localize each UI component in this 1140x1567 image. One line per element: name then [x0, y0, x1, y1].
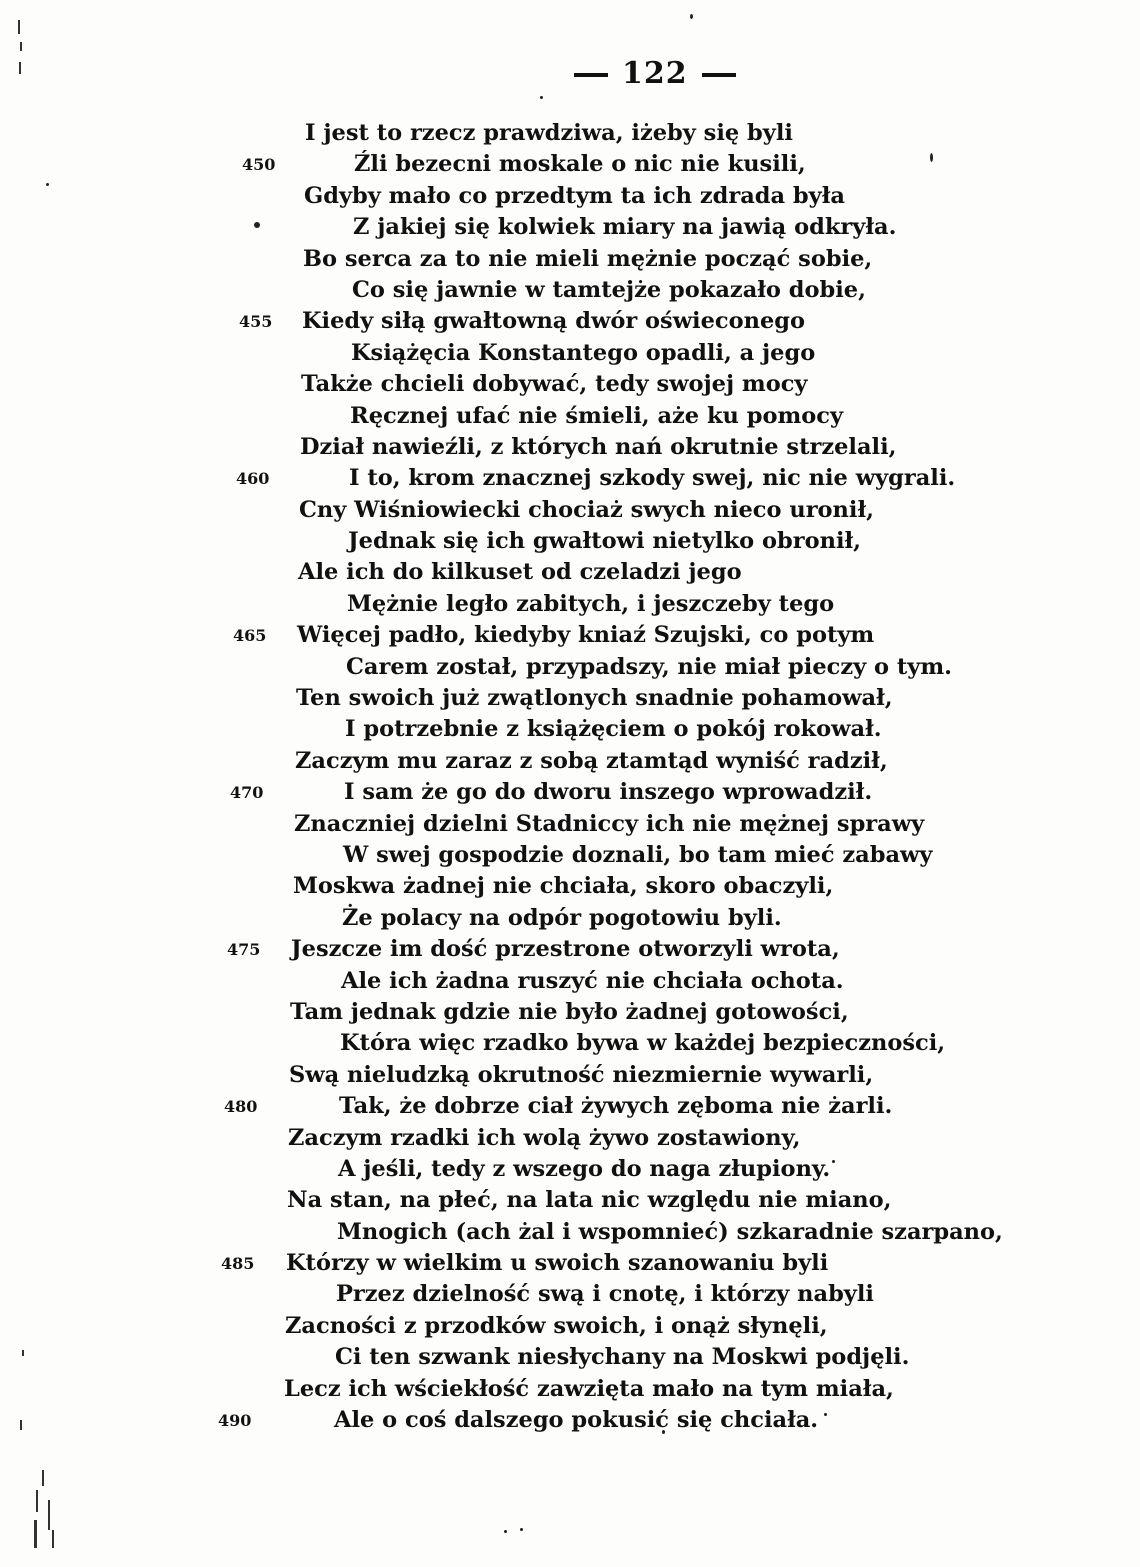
verse-line — [0, 714, 1140, 745]
verse-text: Gdyby mało co przedtym ta ich zdrada była — [304, 182, 845, 209]
verse-line — [0, 777, 1140, 808]
verse-line — [0, 432, 1140, 463]
verse-line — [0, 1123, 1140, 1154]
verse-text: Także chcieli dobywać, tedy swojej mocy — [301, 371, 808, 398]
verse-text: Którzy w wielkim u swoich szanowaniu byli — [286, 1250, 829, 1277]
verse-text: Przez dzielność swą i cnotę, i którzy nabyli — [336, 1281, 874, 1308]
verse-line — [0, 526, 1140, 557]
verse-text: Ręcznej ufać nie śmieli, aże ku pomocy — [350, 402, 844, 429]
verse-line — [0, 903, 1140, 934]
verse-text: Znaczniej dzielni Stadniccy ich nie mężnej sprawy — [294, 810, 925, 837]
verse-text: Co się jawnie w tamtejże pokazało dobie, — [352, 276, 866, 303]
verse-line — [0, 1248, 1140, 1279]
verse-text: Tak, że dobrze ciał żywych zęboma nie żarli. — [339, 1093, 893, 1120]
verse-line — [0, 1342, 1140, 1373]
verse-text: Na stan, na płeć, na lata nic względu nie miano, — [287, 1187, 892, 1214]
line-number: 460 — [236, 469, 270, 489]
verse-text: Która więc rzadko bywa w każdej bezpieczności, — [340, 1030, 946, 1057]
verse-text: Jednak się ich gwałtowi nietylko obronił, — [348, 528, 862, 555]
verse-text: Lecz ich wściekłość zawzięta mało na tym miała, — [284, 1375, 894, 1402]
verse-line — [0, 338, 1140, 369]
verse-text: Cny Wiśniowiecki chociaż swych nieco uronił, — [299, 496, 874, 523]
poem-text — [0, 118, 1140, 1436]
verse-text: Dział nawieźli, z których nań okrutnie strzelali, — [300, 433, 897, 460]
verse-line — [0, 934, 1140, 965]
verse-line — [0, 1154, 1140, 1185]
verse-line — [0, 1091, 1140, 1122]
verse-line — [0, 966, 1140, 997]
verse-line — [0, 683, 1140, 714]
line-number: 465 — [233, 626, 267, 646]
verse-text: Zaczym rzadki ich wolą żywo zostawiony, — [288, 1124, 801, 1151]
verse-line — [0, 840, 1140, 871]
verse-line — [0, 463, 1140, 494]
verse-line — [0, 244, 1140, 275]
verse-text: W swej gospodzie doznali, bo tam mieć zabawy — [343, 841, 933, 868]
verse-text: Zacności z przodków swoich, i onąż słynęli, — [285, 1312, 828, 1339]
verse-text: Ci ten szwank niesłychany na Moskwi podjęli. — [335, 1344, 910, 1371]
verse-line — [0, 1217, 1140, 1248]
verse-line — [0, 306, 1140, 337]
verse-text: I potrzebnie z książęciem o pokój rokował. — [345, 716, 882, 743]
verse-text: Ale o coś dalszego pokusić się chciała. — [334, 1407, 819, 1434]
verse-text: Źli bezecni moskale o nic nie kusili, — [354, 151, 806, 178]
verse-text: Mnogich (ach żal i wspomnieć) szkaradnie szarpano, — [337, 1218, 1003, 1245]
line-number: 450 — [242, 155, 276, 175]
verse-line — [0, 1311, 1140, 1342]
verse-line — [0, 1405, 1140, 1436]
verse-line — [0, 620, 1140, 651]
verse-line — [0, 1028, 1140, 1059]
verse-line — [0, 181, 1140, 212]
line-number: 490 — [218, 1411, 252, 1431]
line-number: 480 — [224, 1097, 258, 1117]
verse-text: Ale ich żadna ruszyć nie chciała ochota. — [341, 967, 844, 994]
verse-text: Z jakiej się kolwiek miary na jawią odkryła. — [353, 214, 897, 241]
line-number: 470 — [230, 783, 264, 803]
line-number: 475 — [227, 940, 261, 960]
verse-line — [0, 1374, 1140, 1405]
page-number — [560, 56, 740, 91]
verse-text: Ale ich do kilkuset od czeladzi jego — [298, 559, 742, 586]
verse-line — [0, 369, 1140, 400]
verse-line — [0, 401, 1140, 432]
verse-line — [0, 557, 1140, 588]
verse-line — [0, 997, 1140, 1028]
dash-left — [574, 73, 608, 77]
verse-line — [0, 118, 1140, 149]
verse-line — [0, 652, 1140, 683]
verse-line — [0, 746, 1140, 777]
verse-text: Moskwa żadnej nie chciała, skoro obaczyli, — [293, 873, 834, 900]
verse-text: Książęcia Konstantego opadli, a jego — [351, 339, 816, 366]
verse-text: Swą nieludzką okrutność niezmiernie wywarli, — [289, 1061, 874, 1088]
verse-line — [0, 589, 1140, 620]
verse-text: I jest to rzecz prawdziwa, iżeby się byli — [305, 120, 793, 146]
verse-text: Tam jednak gdzie nie było żadnej gotowości, — [290, 998, 849, 1025]
verse-text: Carem został, przypadszy, nie miał pieczy o tym. — [346, 653, 952, 680]
verse-text: A jeśli, tedy z wszego do naga złupiony. — [338, 1155, 831, 1182]
line-number: 455 — [239, 312, 273, 332]
verse-line — [0, 149, 1140, 180]
verse-line — [0, 1185, 1140, 1216]
verse-text: Mężnie legło zabitych, i jeszczeby tego — [347, 590, 835, 617]
verse-line — [0, 495, 1140, 526]
dash-right — [702, 73, 736, 77]
verse-line — [0, 1060, 1140, 1091]
verse-text: I to, krom znacznej szkody swej, nic nie wygrali. — [349, 465, 956, 492]
verse-line — [0, 1279, 1140, 1310]
verse-text: Jeszcze im dość przestrone otworzyli wrota, — [291, 936, 840, 963]
page-number-text: 122 — [622, 56, 688, 91]
verse-line — [0, 275, 1140, 306]
verse-line — [0, 212, 1140, 243]
verse-text: I sam że go do dworu inszego wprowadził. — [344, 779, 873, 806]
verse-text: Więcej padło, kiedyby kniaź Szujski, co potym — [297, 622, 875, 649]
verse-text: Ten swoich już zwątlonych snadnie pohamował, — [296, 685, 893, 712]
verse-text: Bo serca za to nie mieli mężnie począć sobie, — [303, 245, 873, 272]
line-number: 485 — [221, 1254, 255, 1274]
verse-line — [0, 809, 1140, 840]
verse-text: Że polacy na odpór pogotowiu byli. — [342, 904, 782, 931]
verse-text: Zaczym mu zaraz z sobą ztamtąd wyniść radził, — [295, 747, 888, 774]
verse-text: Kiedy siłą gwałtowną dwór oświeconego — [302, 308, 806, 335]
verse-line — [0, 871, 1140, 902]
